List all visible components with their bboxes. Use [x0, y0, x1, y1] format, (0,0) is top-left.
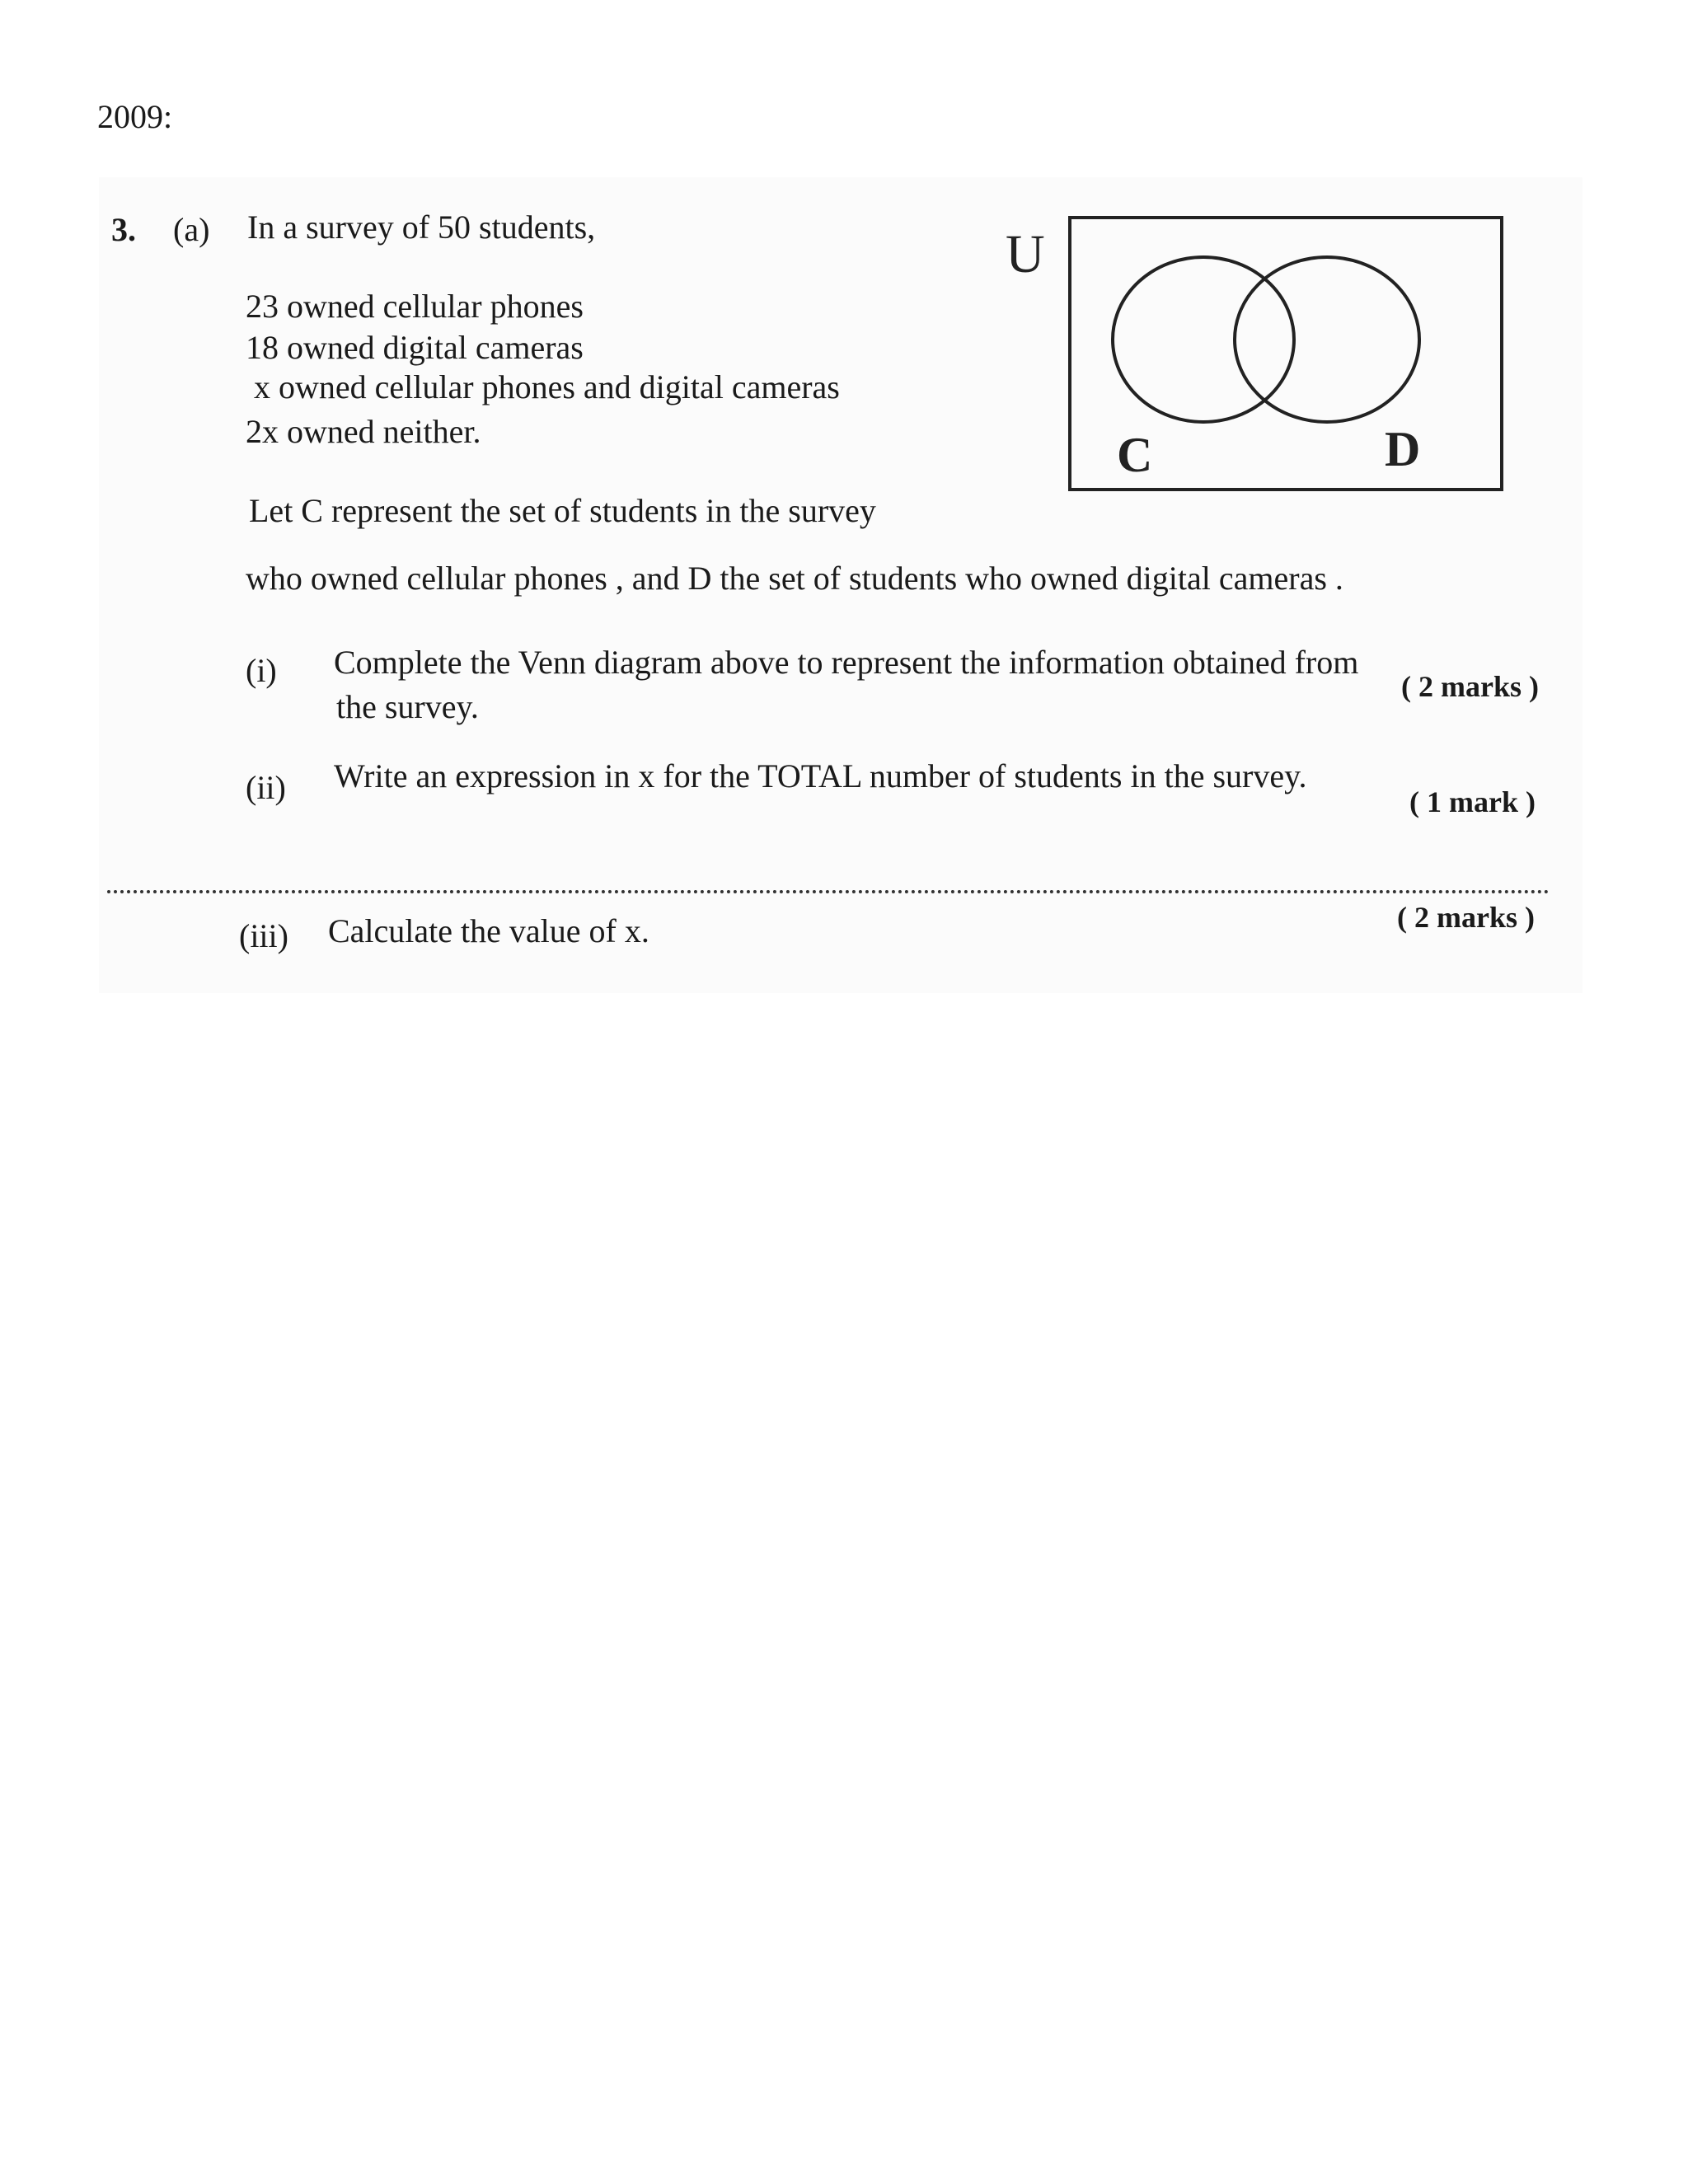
fact-line: x owned cellular phones and digital cameras: [254, 368, 840, 405]
question-part: (a): [173, 211, 210, 248]
subq-text: the survey.: [336, 688, 479, 725]
subq-text: Complete the Venn diagram above to represent the information obtained from: [334, 644, 1359, 681]
set-d-circle: [1235, 257, 1419, 422]
question-number: 3.: [111, 211, 136, 248]
marks-label: ( 1 mark ): [1409, 785, 1536, 818]
fact-line: 23 owned cellular phones: [246, 288, 584, 325]
set-d-label: D: [1385, 422, 1421, 476]
subq-label: (iii): [239, 917, 288, 954]
survey-intro: In a survey of 50 students,: [247, 209, 596, 246]
fact-line: 2x owned neither.: [246, 413, 481, 450]
marks-label: ( 2 marks ): [1397, 901, 1535, 934]
definition-line: Let C represent the set of students in the survey: [249, 492, 876, 529]
answer-line-dots: [107, 890, 1550, 893]
set-c-circle: [1113, 257, 1294, 422]
subq-label: (ii): [246, 769, 286, 806]
marks-label: ( 2 marks ): [1401, 670, 1539, 703]
subq-label: (i): [246, 652, 277, 689]
venn-diagram: [1006, 206, 1517, 519]
fact-line: 18 owned digital cameras: [246, 329, 584, 366]
subq-text: Write an expression in x for the TOTAL number of students in the survey.: [334, 757, 1307, 794]
set-c-label: C: [1117, 428, 1153, 482]
universal-label: U: [1006, 224, 1045, 284]
subq-text: Calculate the value of x.: [328, 912, 649, 949]
definition-line: who owned cellular phones , and D the set of students who owned digital cameras .: [246, 560, 1343, 597]
year-heading: 2009:: [97, 98, 173, 135]
